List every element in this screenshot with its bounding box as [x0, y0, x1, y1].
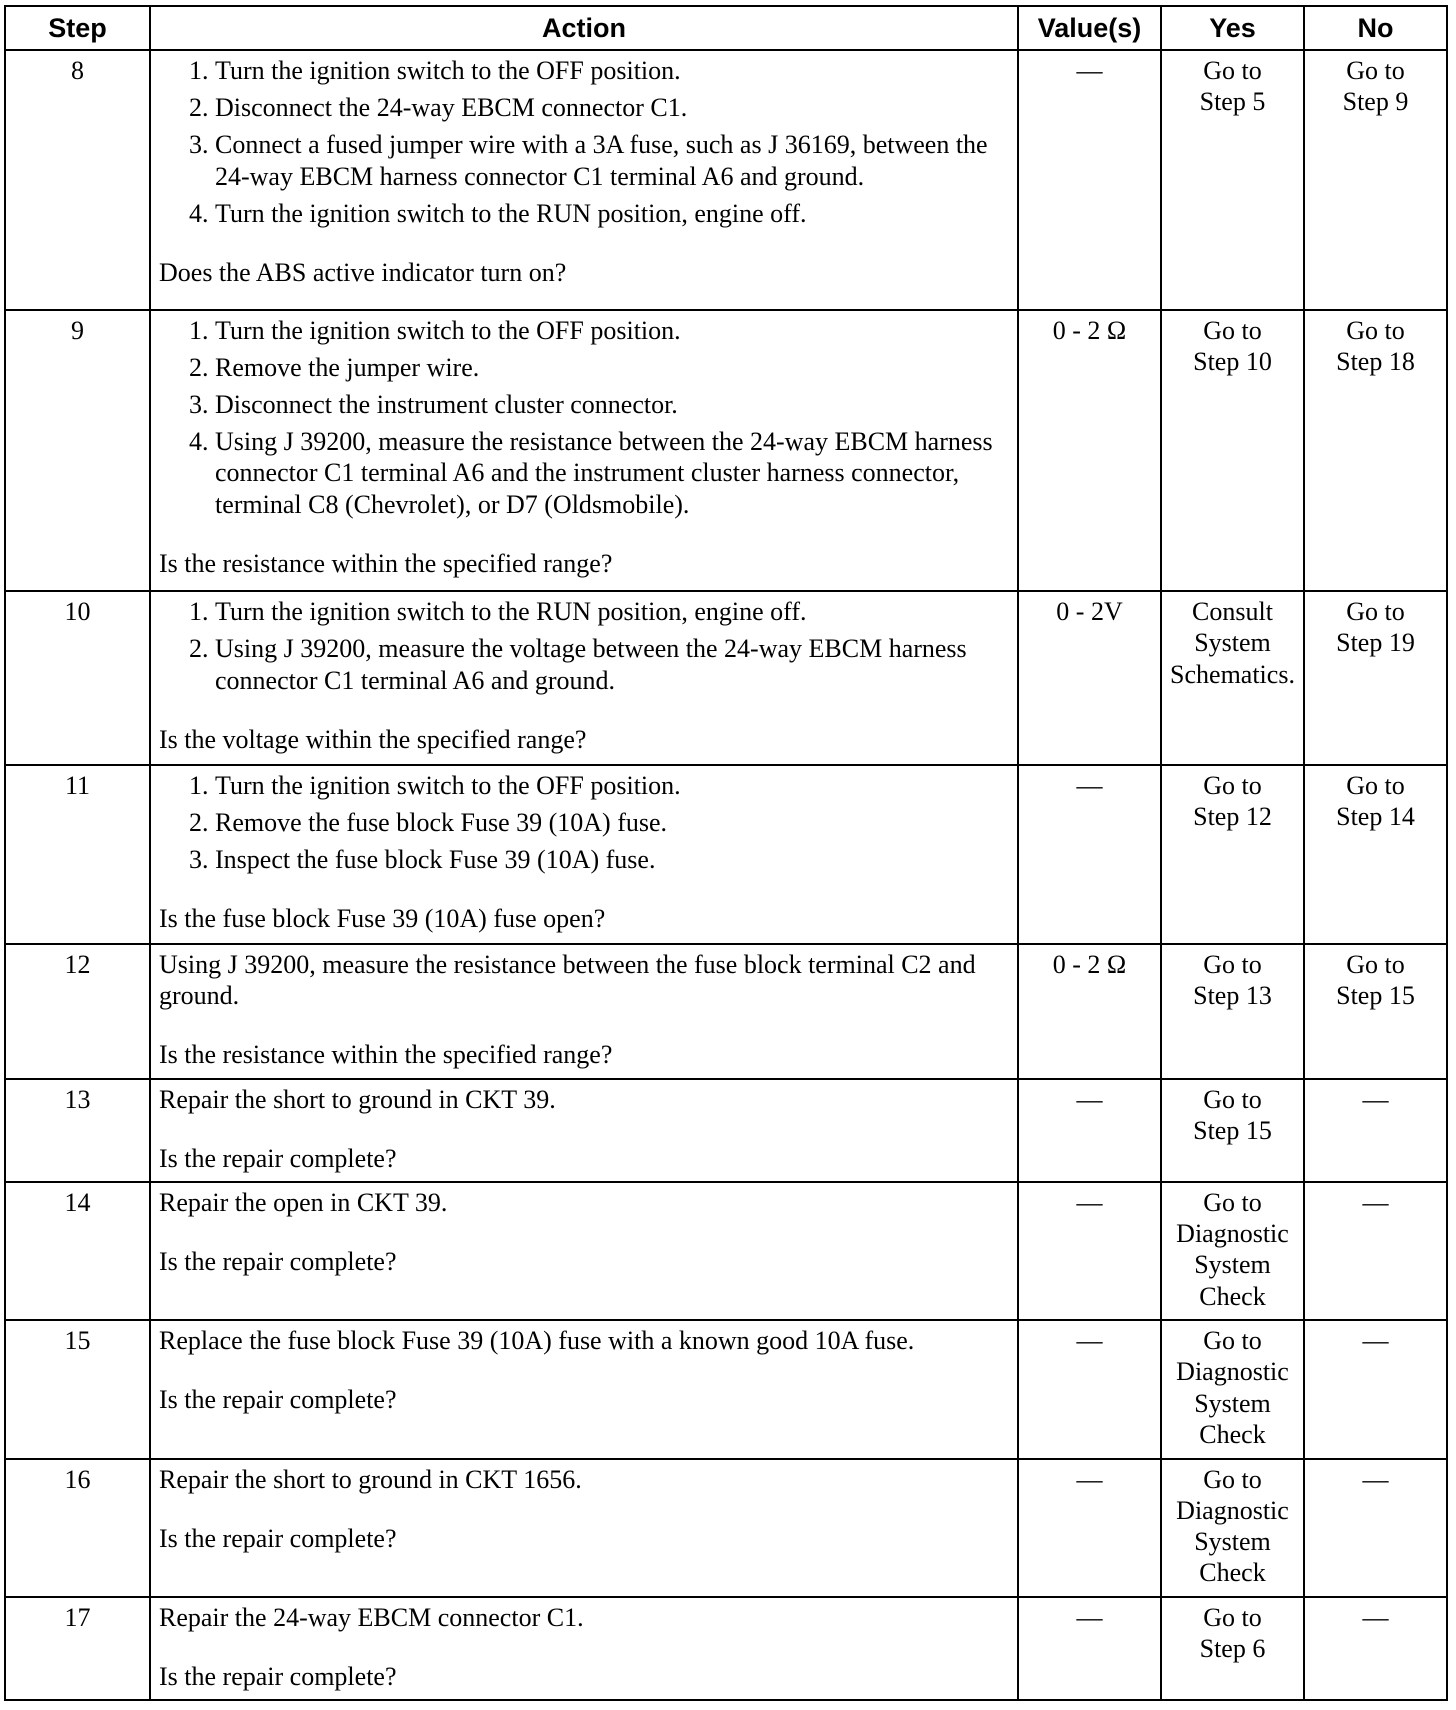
table-row	[5, 50, 1447, 310]
yes-result: Go to Diagnostic System Check	[1161, 1320, 1304, 1458]
table-row	[5, 765, 1447, 944]
action-step: 2. Using J 39200, measure the voltage between the 24-way EBCM harness connector C1 terminal A6 and ground.	[215, 633, 1009, 695]
step-number: 17	[5, 1597, 150, 1700]
yes-result: Go to Diagnostic System Check	[1161, 1182, 1304, 1320]
action-steps-list	[159, 596, 1009, 696]
action-instruction: Repair the short to ground in CKT 1656.	[159, 1464, 582, 1494]
action-instruction: Repair the short to ground in CKT 39.	[159, 1084, 556, 1114]
action-instruction: Repair the open in CKT 39.	[159, 1187, 448, 1217]
action-step: 1. Turn the ignition switch to the OFF position.	[215, 55, 1009, 86]
action-step: 3. Connect a fused jumper wire with a 3A fuse, such as J 36169, between the 24-way EBCM harness connector C1 terminal A6 and ground.	[215, 129, 1009, 191]
value-cell: —	[1018, 1597, 1161, 1700]
step-number: 13	[5, 1079, 150, 1182]
no-result: Go to Step 14	[1304, 765, 1447, 944]
action-question: Is the repair complete?	[159, 1385, 397, 1415]
action-instruction: Repair the 24-way EBCM connector C1.	[159, 1602, 584, 1632]
no-result: —	[1304, 1182, 1447, 1320]
action-question: Is the fuse block Fuse 39 (10A) fuse open?	[159, 904, 606, 934]
action-question: Is the resistance within the specified range?	[159, 548, 613, 578]
action-steps-list	[159, 770, 1009, 876]
action-step: 1. Turn the ignition switch to the OFF position.	[215, 315, 1009, 346]
action-cell	[150, 1079, 1018, 1182]
step-number: 8	[5, 50, 150, 310]
table-row	[5, 591, 1447, 764]
action-cell	[150, 1182, 1018, 1320]
header-row	[5, 6, 1447, 50]
value-cell: 0 - 2 Ω	[1018, 944, 1161, 1079]
no-result: Go to Step 9	[1304, 50, 1447, 310]
no-result: —	[1304, 1079, 1447, 1182]
action-step: 3. Disconnect the instrument cluster connector.	[215, 389, 1009, 420]
yes-result: Go to Step 12	[1161, 765, 1304, 944]
value-cell: 0 - 2 Ω	[1018, 310, 1161, 592]
action-step: 4. Using J 39200, measure the resistance between the 24-way EBCM harness connector C1 terminal A6 and the instrument cluster harness connector, terminal C8 (Chevrolet), or D7 (Oldsmobile).	[215, 426, 1009, 520]
action-step: 2. Disconnect the 24-way EBCM connector C1.	[215, 92, 1009, 123]
value-cell: —	[1018, 1320, 1161, 1458]
value-cell: 0 - 2V	[1018, 591, 1161, 764]
step-number: 16	[5, 1459, 150, 1597]
value-cell: —	[1018, 50, 1161, 310]
action-cell	[150, 765, 1018, 944]
action-step: 2. Remove the fuse block Fuse 39 (10A) fuse.	[215, 807, 1009, 838]
table-row	[5, 310, 1447, 592]
value-cell: —	[1018, 1182, 1161, 1320]
action-question: Is the repair complete?	[159, 1662, 397, 1692]
step-number: 12	[5, 944, 150, 1079]
no-column-header: No	[1304, 6, 1447, 50]
step-number: 15	[5, 1320, 150, 1458]
action-cell	[150, 591, 1018, 764]
action-cell	[150, 310, 1018, 592]
step-column-header: Step	[5, 6, 150, 50]
no-result: Go to Step 19	[1304, 591, 1447, 764]
yes-result: Go to Step 10	[1161, 310, 1304, 592]
action-question: Is the voltage within the specified range?	[159, 724, 587, 754]
yes-result: Go to Step 5	[1161, 50, 1304, 310]
yes-result: Go to Diagnostic System Check	[1161, 1459, 1304, 1597]
action-question: Does the ABS active indicator turn on?	[159, 257, 567, 287]
table-row	[5, 944, 1447, 1079]
action-question: Is the repair complete?	[159, 1144, 397, 1174]
action-step: 2. Remove the jumper wire.	[215, 352, 1009, 383]
yes-column-header: Yes	[1161, 6, 1304, 50]
action-instruction: Replace the fuse block Fuse 39 (10A) fuse with a known good 10A fuse.	[159, 1326, 915, 1356]
table-row	[5, 1182, 1447, 1320]
diagnostic-table	[4, 5, 1448, 1701]
no-result: —	[1304, 1320, 1447, 1458]
action-question: Is the resistance within the specified range?	[159, 1040, 613, 1070]
no-result: Go to Step 15	[1304, 944, 1447, 1079]
no-result: Go to Step 18	[1304, 310, 1447, 592]
action-cell	[150, 50, 1018, 310]
action-cell	[150, 944, 1018, 1079]
step-number: 14	[5, 1182, 150, 1320]
yes-result: Go to Step 6	[1161, 1597, 1304, 1700]
value-cell: —	[1018, 1079, 1161, 1182]
action-cell	[150, 1459, 1018, 1597]
action-cell	[150, 1597, 1018, 1700]
action-cell	[150, 1320, 1018, 1458]
action-steps-list	[159, 315, 1009, 520]
yes-result: Consult System Schematics.	[1161, 591, 1304, 764]
action-step: 1. Turn the ignition switch to the RUN position, engine off.	[215, 596, 1009, 627]
table-row	[5, 1079, 1447, 1182]
action-column-header: Action	[150, 6, 1018, 50]
value-cell: —	[1018, 765, 1161, 944]
table-row	[5, 1320, 1447, 1458]
yes-result: Go to Step 15	[1161, 1079, 1304, 1182]
value-cell: —	[1018, 1459, 1161, 1597]
action-instruction: Using J 39200, measure the resistance between the fuse block terminal C2 and ground.	[159, 949, 976, 1011]
step-number: 11	[5, 765, 150, 944]
action-question: Is the repair complete?	[159, 1523, 397, 1553]
step-number: 10	[5, 591, 150, 764]
yes-result: Go to Step 13	[1161, 944, 1304, 1079]
action-step: 4. Turn the ignition switch to the RUN position, engine off.	[215, 198, 1009, 229]
no-result: —	[1304, 1597, 1447, 1700]
action-step: 3. Inspect the fuse block Fuse 39 (10A) fuse.	[215, 844, 1009, 875]
table-row	[5, 1597, 1447, 1700]
action-step: 1. Turn the ignition switch to the OFF position.	[215, 770, 1009, 801]
no-result: —	[1304, 1459, 1447, 1597]
step-number: 9	[5, 310, 150, 592]
action-steps-list	[159, 55, 1009, 229]
table-row	[5, 1459, 1447, 1597]
values-column-header: Value(s)	[1018, 6, 1161, 50]
action-question: Is the repair complete?	[159, 1247, 397, 1277]
